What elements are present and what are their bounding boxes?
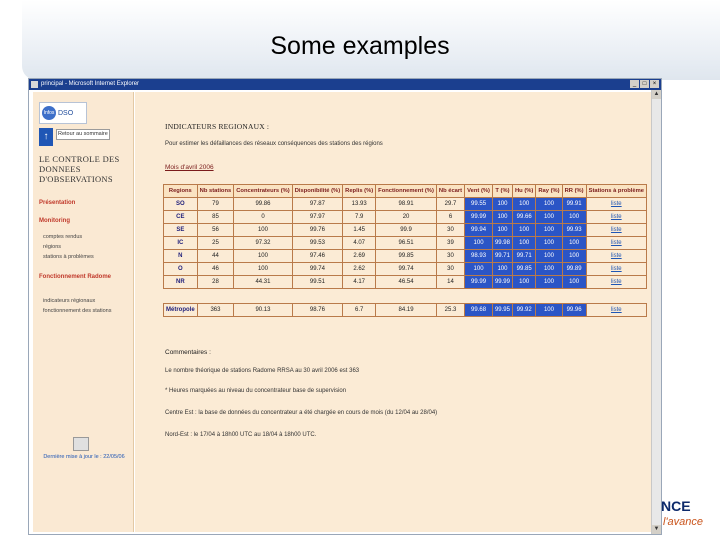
table-cell: 100 <box>234 263 292 276</box>
sidebar-subitem-fonctionnement-stations[interactable]: fonctionnement des stations <box>43 308 112 314</box>
indicators-table <box>163 184 647 317</box>
table-header: Disponibilité (%) <box>292 185 342 198</box>
table-cell: 100 <box>536 211 562 224</box>
table-header: RR (%) <box>562 185 586 198</box>
table-cell: 29.7 <box>436 198 464 211</box>
table-cell: 99.98 <box>492 237 512 250</box>
table-cell: 25 <box>197 237 234 250</box>
table-cell: 0 <box>234 211 292 224</box>
table-cell: 1.45 <box>343 224 376 237</box>
sidebar-item-presentation[interactable]: Présentation <box>39 200 76 206</box>
table-cell: 79 <box>197 198 234 211</box>
table-cell: 100 <box>536 250 562 263</box>
table-cell: 6 <box>436 211 464 224</box>
logo-text: DSO <box>58 109 74 117</box>
table-cell: 20 <box>376 211 437 224</box>
table-cell: 25.3 <box>436 304 464 317</box>
table-header: Ray (%) <box>536 185 562 198</box>
comment-line: Centre Est : la base de données du concentrateur a été chargée en cours de mois (du 12/04 au 28/04) <box>165 410 438 416</box>
page-title: INDICATEURS REGIONAUX : <box>165 122 270 131</box>
table-cell: 2.69 <box>343 250 376 263</box>
table-cell: 46 <box>197 263 234 276</box>
table-cell: 56 <box>197 224 234 237</box>
table-cell: 100 <box>562 250 586 263</box>
scroll-up-icon[interactable]: ▲ <box>653 91 660 97</box>
table-cell: 99.99 <box>465 276 493 289</box>
table-cell: 99.76 <box>292 224 342 237</box>
station-list-link[interactable]: liste <box>586 250 646 263</box>
table-cell: 99.74 <box>376 263 437 276</box>
maximize-button[interactable]: □ <box>640 80 649 88</box>
back-to-summary-button[interactable] <box>39 128 107 146</box>
table-cell: 39 <box>436 237 464 250</box>
station-list-link[interactable]: liste <box>586 263 646 276</box>
table-cell: 44.31 <box>234 276 292 289</box>
slide-title: Some examples <box>270 32 450 60</box>
sidebar-item-fonctionnement[interactable]: Fonctionnement Radome <box>39 274 112 280</box>
table-row <box>164 224 647 237</box>
table-row <box>164 250 647 263</box>
table-cell: 100 <box>234 250 292 263</box>
page-description: Pour estimer les défaillances des réseaux conséquences des stations des régions <box>165 141 383 147</box>
station-list-link[interactable]: liste <box>586 211 646 224</box>
table-cell: 96.51 <box>376 237 437 250</box>
table-total-row <box>164 304 647 317</box>
table-cell: 13.93 <box>343 198 376 211</box>
table-row <box>164 276 647 289</box>
spacer-cell <box>164 289 647 304</box>
table-cell: 28 <box>197 276 234 289</box>
table-cell: 99.86 <box>234 198 292 211</box>
table-cell: 14 <box>436 276 464 289</box>
sidebar-subitem-regions[interactable]: régions <box>43 244 62 250</box>
up-arrow-icon: ↑ <box>39 128 53 146</box>
region-cell: Métropole <box>164 304 198 317</box>
region-cell: O <box>164 263 198 276</box>
month-link[interactable]: Mois d'avril 2006 <box>165 164 214 171</box>
table-cell: 99.94 <box>465 224 493 237</box>
table-cell: 99.68 <box>465 304 493 317</box>
table-cell: 99.71 <box>492 250 512 263</box>
table-cell: 4.07 <box>343 237 376 250</box>
window-body <box>29 90 661 534</box>
table-cell: 100 <box>492 263 512 276</box>
table-cell: 100 <box>562 211 586 224</box>
table-cell: 84.19 <box>376 304 437 317</box>
update-icon <box>73 437 89 451</box>
table-header: T (%) <box>492 185 512 198</box>
close-button[interactable]: × <box>650 80 659 88</box>
table-cell: 99.95 <box>492 304 512 317</box>
table-cell: 98.91 <box>376 198 437 211</box>
table-cell: 99.91 <box>562 198 586 211</box>
table-cell: 99.93 <box>562 224 586 237</box>
table-header: Stations à problème <box>586 185 646 198</box>
table-cell: 46.54 <box>376 276 437 289</box>
table-cell: 100 <box>562 276 586 289</box>
table-cell: 100 <box>465 237 493 250</box>
table-cell: 97.32 <box>234 237 292 250</box>
last-update: Dernière mise à jour le : 22/05/06 <box>43 454 125 460</box>
region-cell: NR <box>164 276 198 289</box>
table-cell: 100 <box>536 237 562 250</box>
station-list-link[interactable]: liste <box>586 276 646 289</box>
sidebar-subitem-comptes-rendus[interactable]: comptes rendus <box>43 234 83 240</box>
table-cell: 99.9 <box>376 224 437 237</box>
table-cell: 363 <box>197 304 234 317</box>
table-cell: 99.85 <box>512 263 535 276</box>
table-cell: 30 <box>436 263 464 276</box>
table-cell: 99.89 <box>562 263 586 276</box>
table-row <box>164 263 647 276</box>
browser-icon <box>31 81 38 88</box>
station-list-link[interactable]: liste <box>586 224 646 237</box>
back-label: Retour au sommaire <box>56 129 110 140</box>
comment-line: Le nombre théorique de stations Radome RRSA au 30 avril 2006 est 363 <box>165 368 360 374</box>
table-header: Regions <box>164 185 198 198</box>
table-spacer <box>164 289 647 304</box>
sidebar-heading: LE CONTROLE DES DONNEES D'OBSERVATIONS <box>39 154 120 184</box>
table-cell: 99.71 <box>512 250 535 263</box>
table-cell: 100 <box>492 211 512 224</box>
vertical-scrollbar[interactable] <box>651 90 661 534</box>
table-cell: 100 <box>492 224 512 237</box>
table-cell: 99.99 <box>492 276 512 289</box>
table-header: Nb écart <box>436 185 464 198</box>
table-cell: 100 <box>512 237 535 250</box>
table-header: Nb stations <box>197 185 234 198</box>
comments-heading: Commentaires : <box>165 349 211 356</box>
region-cell: SE <box>164 224 198 237</box>
table-cell: 30 <box>436 250 464 263</box>
table-cell: 100 <box>512 276 535 289</box>
content-area <box>135 92 651 532</box>
table-cell: 100 <box>562 237 586 250</box>
brand-logo-text: NCE <box>661 498 691 514</box>
sidebar-subitem-indicateurs[interactable]: indicateurs régionaux <box>43 298 96 304</box>
table-cell: 97.46 <box>292 250 342 263</box>
table-cell: 44 <box>197 250 234 263</box>
table-cell: 99.74 <box>292 263 342 276</box>
table-cell: 4.17 <box>343 276 376 289</box>
brand-tagline: l'avance <box>663 516 704 528</box>
table-cell: 100 <box>465 263 493 276</box>
station-list-link[interactable]: liste <box>586 198 646 211</box>
window-titlebar <box>29 79 661 90</box>
table-cell: 100 <box>234 224 292 237</box>
table-cell: 85 <box>197 211 234 224</box>
region-cell: IC <box>164 237 198 250</box>
table-cell: 99.85 <box>376 250 437 263</box>
table-cell: 98.76 <box>292 304 342 317</box>
table-row <box>164 198 647 211</box>
region-cell: CE <box>164 211 198 224</box>
table-cell: 2.62 <box>343 263 376 276</box>
dso-logo[interactable] <box>39 102 87 124</box>
scroll-down-icon[interactable]: ▼ <box>653 526 660 532</box>
table-header: Vent (%) <box>465 185 493 198</box>
table-cell: 100 <box>536 263 562 276</box>
table-cell: 100 <box>536 276 562 289</box>
table-cell: 100 <box>492 198 512 211</box>
table-cell: 99.55 <box>465 198 493 211</box>
logo-dot: Infos <box>42 106 56 120</box>
table-cell: 99.99 <box>465 211 493 224</box>
table-cell: 100 <box>536 198 562 211</box>
table-cell: 98.93 <box>465 250 493 263</box>
region-cell: SO <box>164 198 198 211</box>
sidebar <box>33 92 134 532</box>
sidebar-item-monitoring[interactable]: Monitoring <box>39 218 70 224</box>
table-cell: 90.13 <box>234 304 292 317</box>
browser-window <box>28 78 662 535</box>
table-header: Fonctionnement (%) <box>376 185 437 198</box>
table-cell: 97.97 <box>292 211 342 224</box>
sidebar-subitem-stations-problemes[interactable]: stations à problèmes <box>43 254 94 260</box>
region-cell: N <box>164 250 198 263</box>
table-cell: 99.96 <box>562 304 586 317</box>
table-row <box>164 211 647 224</box>
comment-line: * Heures marquées au niveau du concentrateur base de supervision <box>165 388 347 394</box>
table-header: Hu (%) <box>512 185 535 198</box>
station-list-link[interactable]: liste <box>586 237 646 250</box>
table-row <box>164 237 647 250</box>
table-cell: 97.87 <box>292 198 342 211</box>
table-cell: 100 <box>512 224 535 237</box>
table-cell: 6.7 <box>343 304 376 317</box>
table-cell: 100 <box>536 224 562 237</box>
table-cell: 99.66 <box>512 211 535 224</box>
window-title: principal - Microsoft Internet Explorer <box>41 81 140 87</box>
table-cell: 30 <box>436 224 464 237</box>
comment-line: Nord-Est : le 17/04 à 18h00 UTC au 18/04 à 18h00 UTC. <box>165 432 317 438</box>
table-header: Replis (%) <box>343 185 376 198</box>
minimize-button[interactable]: _ <box>630 80 639 88</box>
table-cell: 100 <box>536 304 562 317</box>
table-cell: 99.51 <box>292 276 342 289</box>
station-list-link[interactable]: liste <box>586 304 646 317</box>
table-cell: 99.53 <box>292 237 342 250</box>
table-header: Concentrateurs (%) <box>234 185 292 198</box>
table-cell: 7.9 <box>343 211 376 224</box>
table-cell: 100 <box>512 198 535 211</box>
table-cell: 99.92 <box>512 304 535 317</box>
